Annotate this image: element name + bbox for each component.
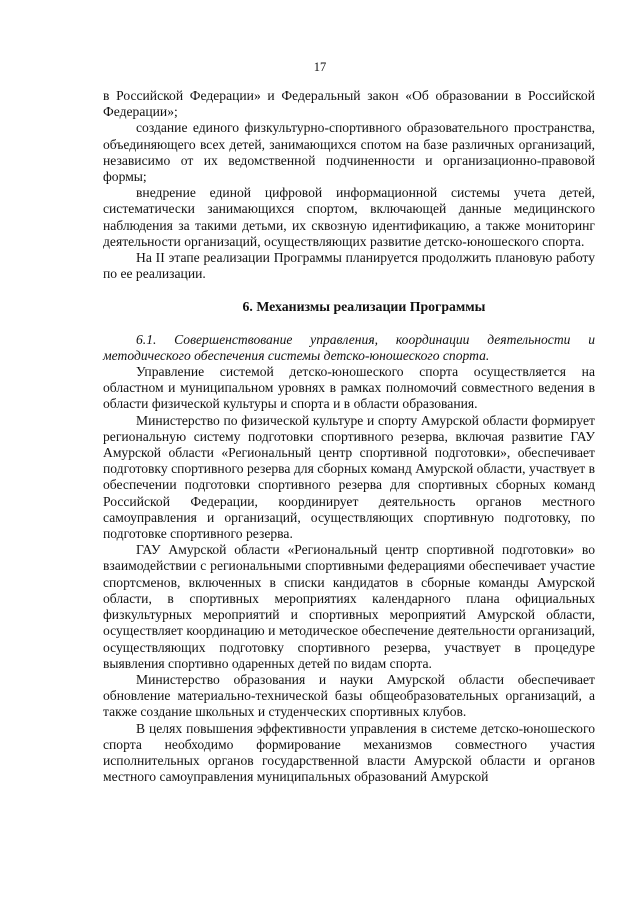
paragraph-ministry-sport: Министерство по физической культуре и спорту Амурской области формирует региональную систему подготовки спортивного резерва, включая развитие ГАУ Амурской области «Региональный центр спортивной подготовки», обеспечивает подготовку спортивного резерва для сборных команд Амурской области, участвует в обеспечении подготовки спортивного резерва для спортивных сборных команд Российской Федерации, координирует деятельность органов местного самоуправления и организаций, осуществляющих спортивную подготовку, по подготовке спортивного резерва. [103,412,595,542]
subsection-title: 6.1. Совершенствование управления, координации деятельности и методического обеспечения системы детско-юношеского спорта. [103,331,595,363]
paragraph-ministry-education: Министерство образования и науки Амурской области обеспечивает обновление материально-технической базы общеобразовательных организаций, а также создание школьных и студенческих спортивных клубов. [103,671,595,720]
paragraph-list-item-digital-system: внедрение единой цифровой информационной системы учета детей, систематически занимающихся спортом, включающей данные медицинского наблюдения за такими детьми, их сквозную идентификацию, а также мониторинг деятельности организаций, осуществляющих развитие детско-юношеского спорта. [103,185,595,249]
page-number: 17 [313,60,327,74]
paragraph-management: Управление системой детско-юношеского спорта осуществляется на областном и муниципальном уровнях в рамках полномочий совместного ведения в области физической культуры и спорта и в области образования. [103,364,595,412]
paragraph-continuation: в Российской Федерации» и Федеральный закон «Об образовании в Российской Федерации»; [103,88,595,120]
section-heading: 6. Механизмы реализации Программы [242,299,486,315]
paragraph-efficiency: В целях повышения эффективности управления в системе детско-юношеского спорта необходимо формирование механизмов совместного участия исполнительных органов государственной власти Амурской области и органов местного самоуправления муниципальных образований Амурской [103,720,595,785]
document-body [103,88,595,785]
paragraph-regional-center: ГАУ Амурской области «Региональный центр спортивной подготовки» во взаимодействии с региональными спортивными федерациями обеспечивает участие спортсменов, включенных в списки кандидатов в сборные команды Амурской области, в спортивных мероприятиях календарного плана официальных физкультурных мероприятий и спортивных мероприятий Амурской области, осуществляет координацию и методическое обеспечение деятельности организаций, осуществляющих подготовку спортивного резерва, участвует в процедуре выявления спортивно одаренных детей по видам спорта. [103,542,595,671]
paragraph-list-item-creation: создание единого физкультурно-спортивного образовательного пространства, объединяющего всех детей, занимающихся спотом на базе различных организаций, независимо от их ведомственной подчиненности и организационно-правовой формы; [103,120,595,185]
paragraph-stage-two: На II этапе реализации Программы планируется продолжить плановую работу по ее реализации. [103,250,595,282]
